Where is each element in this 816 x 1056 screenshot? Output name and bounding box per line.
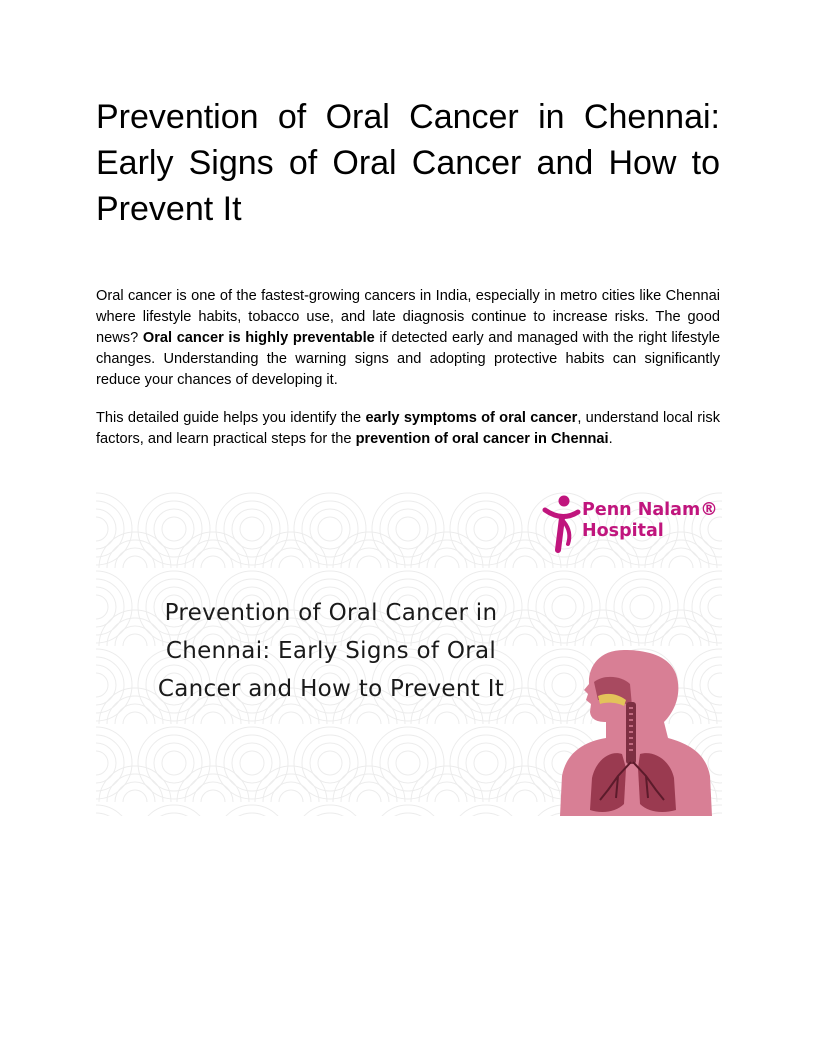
intro-paragraph (96, 286, 720, 391)
guide-text-3: . (608, 431, 613, 447)
banner-title-line-2: Chennai: Early Signs of Oral (165, 638, 497, 664)
guide-bold-2: prevention of oral cancer in Chennai (355, 431, 609, 447)
banner-title-line-1: Prevention of Oral Cancer in (164, 600, 498, 626)
banner-title (106, 594, 556, 708)
logo-line-1: Penn Nalam® (582, 500, 718, 520)
banner-image (96, 490, 722, 816)
intro-bold-1: Oral cancer is highly preventable (142, 330, 375, 346)
guide-text-1: This detailed guide helps you identify the (96, 410, 366, 426)
hospital-logo-icon (542, 492, 582, 554)
intro-text-2: if detected early and managed with the right lifestyle changes. Understanding the warning signs and adopting protective habits can significantly reduce your chances of developing it. (96, 330, 721, 388)
guide-paragraph (96, 408, 720, 450)
hospital-logo (542, 492, 722, 554)
logo-text (582, 500, 718, 542)
banner-title-line-3: Cancer and How to Prevent It (157, 676, 505, 702)
guide-bold-1: early symptoms of oral cancer (365, 410, 578, 426)
page-title: Prevention of Oral Cancer in Chennai: Early Signs of Oral Cancer and How to Prevent It (96, 98, 720, 228)
intro-text-1: Oral cancer is one of the fastest-growing cancers in India, especially in metro cities like Chennai where lifestyle habits, tobacco use, and late diagnosis continue to increase risks. The good news? (96, 288, 720, 346)
guide-text-2: , understand local risk factors, and learn practical steps for the (96, 410, 720, 447)
logo-line-2: Hospital (582, 521, 664, 541)
respiratory-system-icon (558, 650, 714, 816)
